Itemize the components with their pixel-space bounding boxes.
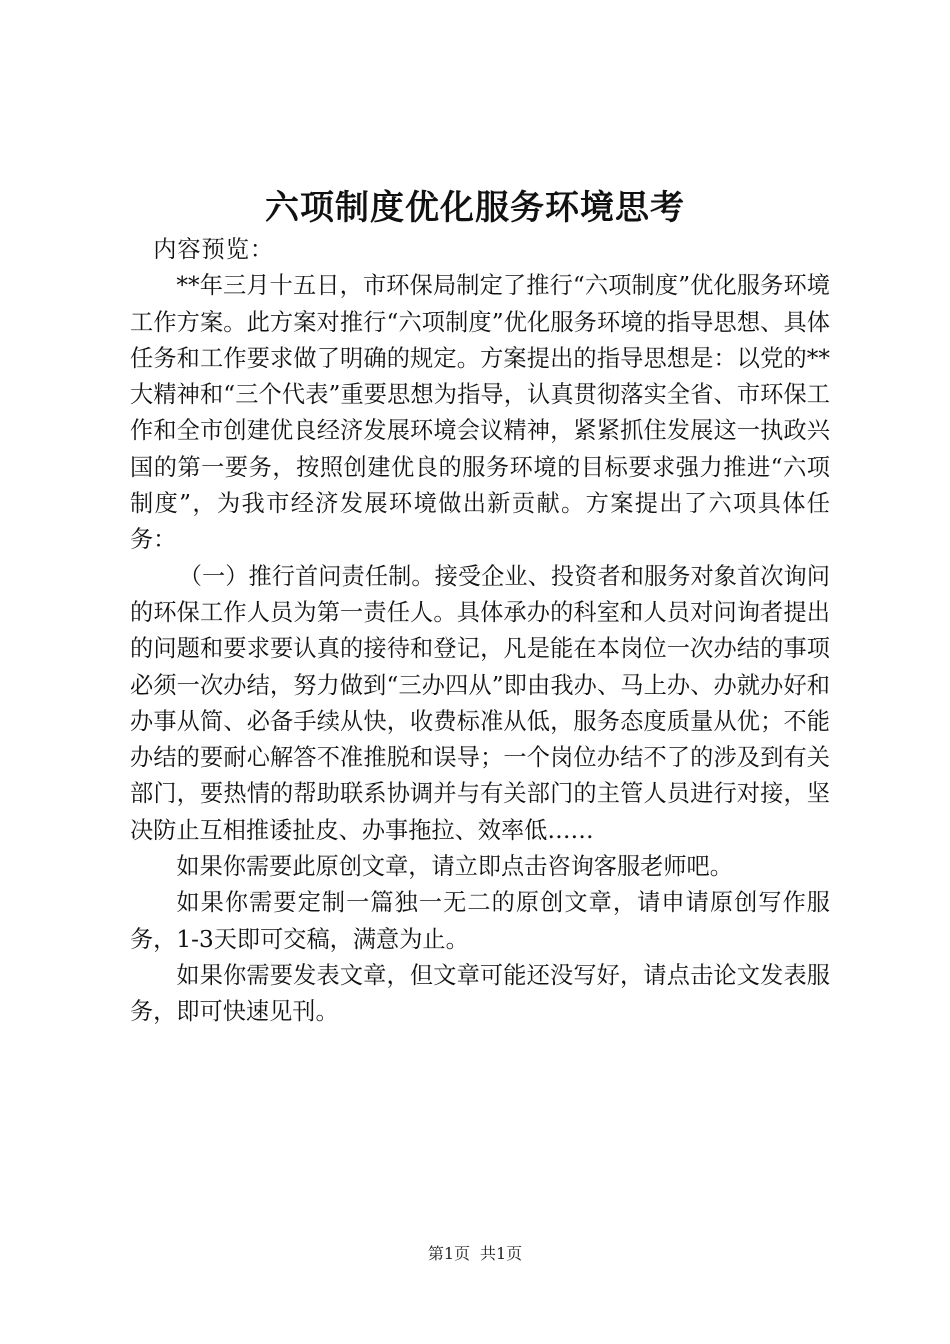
page-footer [0,1242,950,1266]
paragraph-publishing-service: 如果你需要发表文章，但文章可能还没写好，请点击论文发表服务，即可快速见刊。 [130,961,830,1026]
document-title: 六项制度优化服务环境思考 [265,188,685,228]
paragraph-contact-service: 如果你需要此原创文章，请立即点击咨询客服老师吧。 [176,853,733,881]
paragraph-intro: **年三月十五日，市环保局制定了推行“六项制度”优化服务环境工作方案。此方案对推行“六项制度”优化服务环境的指导思想、具体任务和工作要求做了明确的规定。方案提出的指导思想是：以党的**大精神和“三个代表”重要思想为指导，认真贯彻落实全省、市环保工作和全市创建优良经济发展环境会议精神，紧紧抓住发展这一执政兴国的第一要务，按照创建优良的服务环境的目标要求强力推进“六项制度”，为我市经济发展环境做出新贡献。方案提出了六项具体任务： [130,272,830,554]
preview-label: 内容预览： [153,236,275,263]
document-body [130,232,830,1031]
page-total: 共1页 [480,1244,523,1263]
paragraph-task-one: （一）推行首问责任制。接受企业、投资者和服务对象首次询问的环保工作人员为第一责任人。具体承办的科室和人员对问询者提出的问题和要求要认真的接待和登记，凡是能在本岗位一次办结的事项必须一次办结，努力做到“三办四从”即由我办、马上办、办就办好和办事从简、必备手续从快，收费标准从低，服务态度质量从优；不能办结的要耐心解答不准推脱和误导；一个岗位办结不了的涉及到有关部门，要热情的帮助联系协调并与有关部门的主管人员进行对接，坚决防止互相推诿扯皮、办事拖拉、效率低…… [130,562,830,844]
paragraph-custom-writing: 如果你需要定制一篇独一无二的原创文章，请申请原创写作服务，1-3天即可交稿，满意为止。 [130,889,830,953]
page-number: 第1页 [427,1244,470,1263]
